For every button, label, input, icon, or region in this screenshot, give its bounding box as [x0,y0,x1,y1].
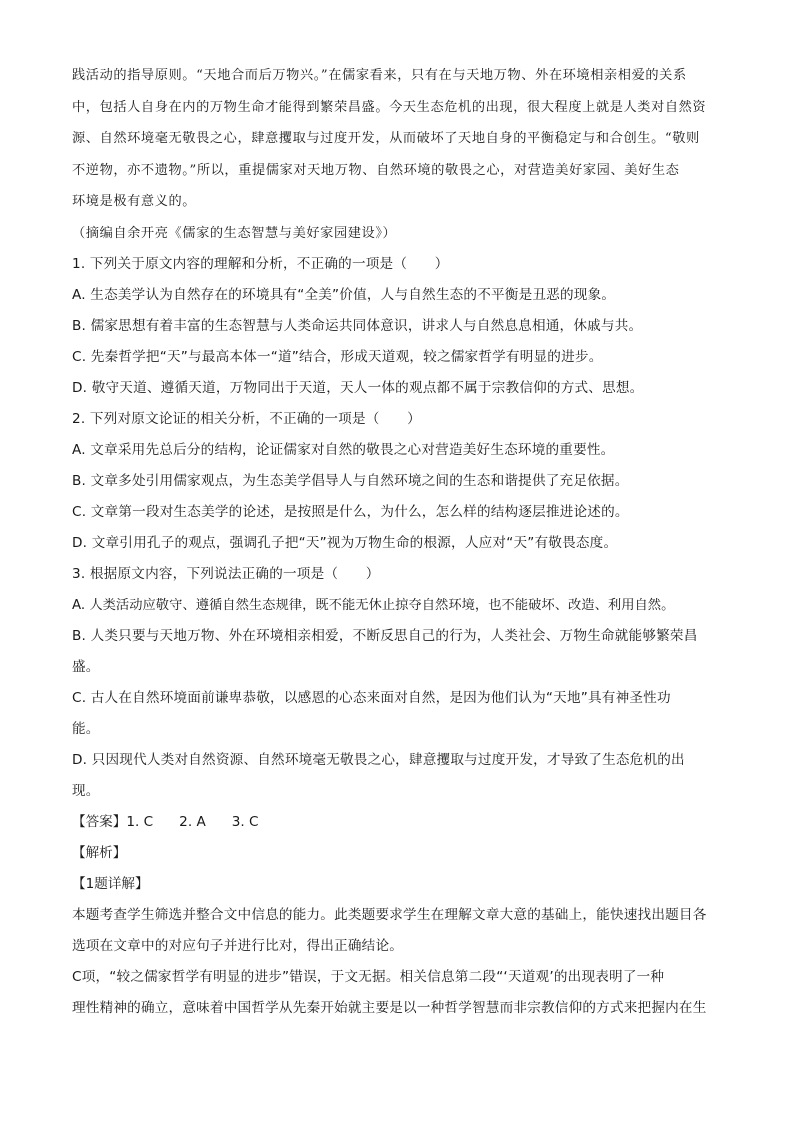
passage-source: （摘编自余开亮《儒家的生态智慧与美好家园建设》） [72,225,397,241]
question-option: A. 生态美学认为自然存在的环境具有“全美”价值，人与自然生态的不平衡是丑恶的现象。 [72,287,616,303]
question-option: D. 敬守天道、遵循天道，万物同出于天道，天人一体的观点都不属于宗教信仰的方式、思想。 [72,380,644,396]
question-option: C. 文章第一段对生态美学的论述，是按照是什么，为什么，怎么样的结构逐层推进论述的。 [72,504,629,520]
detail-line: 理性精神的确立，意味着中国哲学从先秦开始就主要是以一种哲学智慧而非宗教信仰的方式来把握内在生 [72,1000,707,1016]
passage-line: 中，包括人自身在内的万物生命才能得到繁荣昌盛。今天生态危机的出现，很大程度上就是人类对自然资 [72,99,707,115]
question-option: D. 文章引用孔子的观点，强调孔子把“天”视为万物生命的根源，人应对“天”有敬畏态度。 [72,535,618,551]
passage-line: 环境是极有意义的。 [72,194,197,209]
answer-tag: 【答案】 [72,814,127,830]
question-option-continued: 现。 [72,783,100,799]
answer-item: 2. A [179,814,206,830]
analysis-label: 【解析】 [72,845,127,861]
question-3 [72,559,722,807]
question-option: C. 古人在自然环境面前谦卑恭敬，以感恩的心态来面对自然，是因为他们认为“天地”具有神圣性功 [72,690,671,706]
detail-text [72,900,722,1024]
question-1 [72,249,722,404]
question-option-continued: 能。 [72,721,100,737]
question-stem: 2. 下列对原文论证的相关分析，不正确的一项是（ ） [72,411,421,427]
passage-line: 源、自然环境毫无敬畏之心，肆意攫取与过度开发，从而破坏了天地自身的平衡稳定与和合创生。“敬则 [72,131,700,146]
answer-line [72,807,722,838]
passage-line: 践活动的指导原则。“天地合而后万物兴。”在儒家看来，只有在与天地万物、外在环境相亲相爱的关系 [72,68,687,83]
detail-line: 本题考查学生筛选并整合文中信息的能力。此类题要求学生在理解文章大意的基础上，能快速找出题目各 [72,907,707,923]
passage-line: 不逆物，亦不遗物。”所以，重提儒家对天地万物、自然环境的敬畏之心，对营造美好家园、美好生态 [72,162,680,178]
question-option-continued: 盛。 [72,659,100,675]
answer-item: 3. C [231,814,259,830]
passage [72,60,722,249]
question-option: A. 人类活动应敬守、遵循自然生态规律，既不能无休止掠夺自然环境，也不能破坏、改造、利用自然。 [72,598,675,613]
question-option: B. 人类只要与天地万物、外在环境相亲相爱，不断反思自己的行为，人类社会、万物生命就能够繁荣昌 [72,628,698,644]
answer-item: 1. C [126,814,154,830]
question-option: D. 只因现代人类对自然资源、自然环境毫无敬畏之心，肆意攫取与过度开发，才导致了生态危机的出 [72,752,685,768]
question-stem: 1. 下列关于原文内容的理解和分析，不正确的一项是（ ） [72,256,449,272]
detail-line: 选项在文章中的对应句子并进行比对，得出正确结论。 [72,938,404,954]
question-option: C. 先秦哲学把“天”与最高本体一“道”结合，形成天道观，较之儒家哲学有明显的进步。 [72,349,603,365]
detail-line: C项，“较之儒家哲学有明显的进步”错误，于文无据。相关信息第二段“‘天道观’的出现表明了一种 [72,969,665,985]
question-stem: 3. 根据原文内容，下列说法正确的一项是（ ） [72,566,380,582]
question-option: A. 文章采用先总后分的结构，论证儒家对自然的敬畏之心对营造美好生态环境的重要性。 [72,442,615,458]
detail-label: 【1题详解】 [72,876,149,892]
document-page [72,60,722,1024]
question-option: B. 儒家思想有着丰富的生态智慧与人类命运共同体意识，讲求人与自然息息相通，休戚与共。 [72,318,643,334]
question-option: B. 文章多处引用儒家观点，为生态美学倡导人与自然环境之间的生态和谐提供了充足依据。 [72,473,629,489]
question-2 [72,404,722,559]
